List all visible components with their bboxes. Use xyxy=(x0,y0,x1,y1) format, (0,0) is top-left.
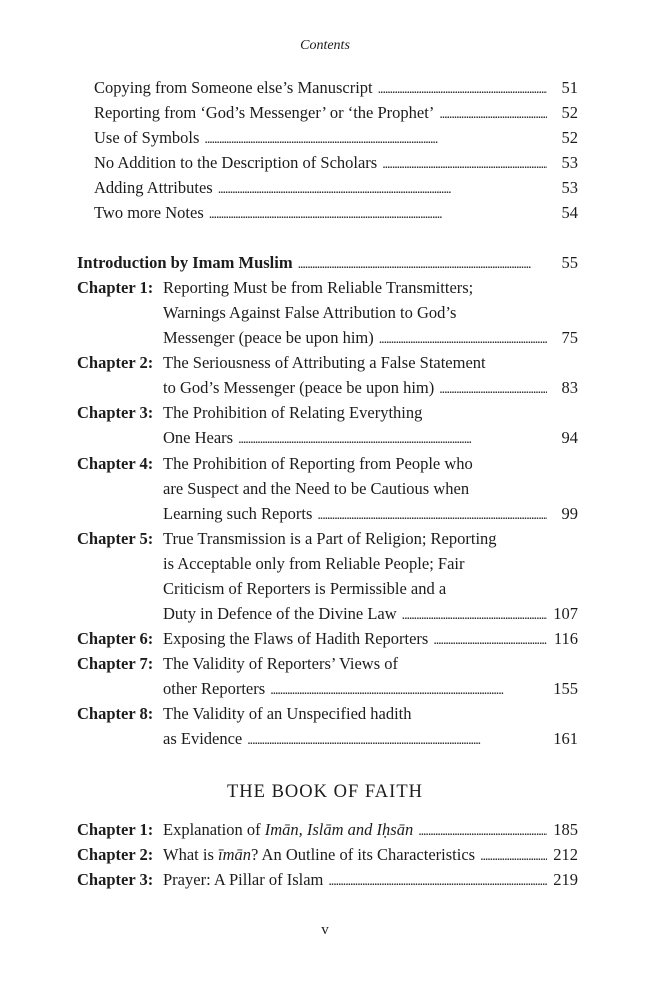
chapter-1-line[interactable] xyxy=(77,275,578,300)
chapter-label: Chapter 1: xyxy=(77,278,154,297)
toc-entry-introduction[interactable] xyxy=(77,250,578,275)
chapter-title-line: Exposing the Flaws of Hadith Reporters xyxy=(163,629,429,648)
dot-leader xyxy=(418,819,547,844)
chapter-label: Chapter 5: xyxy=(77,529,154,548)
chapter-title-line: are Suspect and the Need to be Cautious when xyxy=(163,479,470,498)
chapter-label: Chapter 8: xyxy=(77,704,154,723)
chapter-title-line: Duty in Defence of the Divine Law xyxy=(163,604,397,623)
dot-leader xyxy=(433,628,547,653)
chapter-label: Chapter 2: xyxy=(77,845,154,864)
chapter-7-line[interactable] xyxy=(163,676,578,701)
dot-leader xyxy=(382,152,547,177)
dot-leader xyxy=(480,844,547,869)
chapter-4-line[interactable] xyxy=(163,476,578,501)
chapter-7-line[interactable] xyxy=(77,651,578,676)
chapter-4-line[interactable] xyxy=(163,501,578,526)
dot-leader xyxy=(402,603,547,628)
chapter-2-line[interactable] xyxy=(77,350,578,375)
toc-entry-page: 53 xyxy=(561,153,578,172)
chapter-8-line[interactable] xyxy=(77,701,578,726)
chapter-page: 116 xyxy=(553,629,578,648)
chapter-title-suffix: ? An Outline of its Characteristics xyxy=(251,845,476,864)
chapter-2-line[interactable] xyxy=(163,375,578,400)
dot-leader xyxy=(439,102,547,127)
chapter-title xyxy=(163,817,413,842)
dot-leader xyxy=(317,503,547,528)
chapter-1-line[interactable] xyxy=(163,325,578,350)
chapter-label: Chapter 3: xyxy=(77,403,154,422)
toc-entry[interactable] xyxy=(94,125,578,150)
toc-entry[interactable] xyxy=(94,150,578,175)
chapter-page: 83 xyxy=(561,378,578,397)
dot-leader xyxy=(270,678,547,703)
chapter-label: Chapter 6: xyxy=(77,629,154,648)
chapter-title-italic: īmān xyxy=(218,845,251,864)
dot-leader xyxy=(378,77,547,102)
chapter-6-line[interactable] xyxy=(77,626,578,651)
chapter-5-line[interactable] xyxy=(163,576,578,601)
chapter-title-line: The Seriousness of Attributing a False Statement xyxy=(163,353,486,372)
chapter-8-line[interactable] xyxy=(163,726,578,751)
chapter-title-line: The Validity of an Unspecified hadith xyxy=(163,704,412,723)
dot-leader xyxy=(209,202,547,227)
toc-entry-title: Use of Symbols xyxy=(94,128,200,147)
chapter-page: 107 xyxy=(553,604,578,623)
chapter-title-line: One Hears xyxy=(163,428,234,447)
dot-leader xyxy=(204,127,547,152)
chapter-3-line[interactable] xyxy=(77,400,578,425)
chapter-title-line: The Validity of Reporters’ Views of xyxy=(163,654,399,673)
chapter-title-line: The Prohibition of Reporting from People who xyxy=(163,454,473,473)
chapter-3-line[interactable] xyxy=(163,425,578,450)
chapter-title-line: Messenger (peace be upon him) xyxy=(163,328,374,347)
chapter-page: 155 xyxy=(553,679,578,698)
chapter-label: Chapter 3: xyxy=(77,870,154,889)
faith-chapter-2-line[interactable] xyxy=(77,842,578,867)
toc-entry-title: No Addition to the Description of Scholars xyxy=(94,153,378,172)
toc-entry-page: 54 xyxy=(561,203,578,222)
chapter-title-line: other Reporters xyxy=(163,679,266,698)
chapter-title-line: The Prohibition of Relating Everything xyxy=(163,403,423,422)
chapter-5-line[interactable] xyxy=(163,601,578,626)
page-number: v xyxy=(321,922,329,938)
chapter-5-line[interactable] xyxy=(77,526,578,551)
faith-chapter-1-line[interactable] xyxy=(77,817,578,842)
dot-leader xyxy=(238,427,547,452)
chapter-page: 219 xyxy=(553,870,578,889)
chapter-label: Chapter 1: xyxy=(77,820,154,839)
toc-entry-title: Introduction by Imam Muslim xyxy=(77,253,293,272)
chapter-label: Chapter 2: xyxy=(77,353,154,372)
toc-entry[interactable] xyxy=(94,175,578,200)
running-header: Contents xyxy=(300,38,350,53)
chapter-title-line: Criticism of Reporters is Permissible and a xyxy=(163,579,447,598)
chapter-title-line: as Evidence xyxy=(163,729,243,748)
chapter-title-line: Warnings Against False Attribution to God’s xyxy=(163,303,457,322)
dot-leader xyxy=(218,177,547,202)
chapter-label: Chapter 4: xyxy=(77,454,154,473)
dot-leader xyxy=(328,869,547,894)
toc-entry-page: 51 xyxy=(561,78,578,97)
chapter-page: 212 xyxy=(553,845,578,864)
toc-entry-title: Reporting from ‘God’s Messenger’ or ‘the Prophet’ xyxy=(94,103,435,122)
chapter-title-prefix: Explanation of xyxy=(163,820,265,839)
section-title: THE BOOK OF FAITH xyxy=(226,782,423,802)
chapter-title-line: is Acceptable only from Reliable People; Fair xyxy=(163,554,465,573)
toc-entry[interactable] xyxy=(94,75,578,100)
toc-entry[interactable] xyxy=(94,100,578,125)
chapter-page: 94 xyxy=(561,428,578,447)
toc-entry-page: 52 xyxy=(561,103,578,122)
toc-entry-title: Copying from Someone else’s Manuscript xyxy=(94,78,373,97)
chapter-title-italic: Imān, Islām and Iḥsān xyxy=(264,820,414,839)
chapter-page: 185 xyxy=(553,820,578,839)
chapter-5-line[interactable] xyxy=(163,551,578,576)
chapter-title-line: Learning such Reports xyxy=(163,504,313,523)
toc-entry-title: Two more Notes xyxy=(94,203,204,222)
chapter-title-line: to God’s Messenger (peace be upon him) xyxy=(163,378,435,397)
toc-entry-page: 53 xyxy=(561,178,578,197)
dot-leader xyxy=(298,252,547,277)
chapter-title-prefix: Prayer: A Pillar of Islam xyxy=(163,870,324,889)
chapter-title xyxy=(163,867,323,892)
toc-entry[interactable] xyxy=(94,200,578,225)
chapter-title-prefix: What is xyxy=(163,845,218,864)
chapter-page: 99 xyxy=(561,504,578,523)
chapter-label: Chapter 7: xyxy=(77,654,154,673)
dot-leader xyxy=(379,327,547,352)
chapter-title-line: Reporting Must be from Reliable Transmitters; xyxy=(163,278,474,297)
dot-leader xyxy=(247,728,547,753)
chapter-4-line[interactable] xyxy=(77,451,578,476)
chapter-title xyxy=(163,842,475,867)
chapter-page: 161 xyxy=(553,729,578,748)
chapter-1-line[interactable] xyxy=(163,300,578,325)
chapter-title-line: True Transmission is a Part of Religion; Reporting xyxy=(163,529,497,548)
toc-entry-page: 55 xyxy=(561,253,578,272)
toc-entry-page: 52 xyxy=(561,128,578,147)
toc-entry-title: Adding Attributes xyxy=(94,178,213,197)
faith-chapter-3-line[interactable] xyxy=(77,867,578,892)
dot-leader xyxy=(439,377,547,402)
chapter-page: 75 xyxy=(561,328,578,347)
